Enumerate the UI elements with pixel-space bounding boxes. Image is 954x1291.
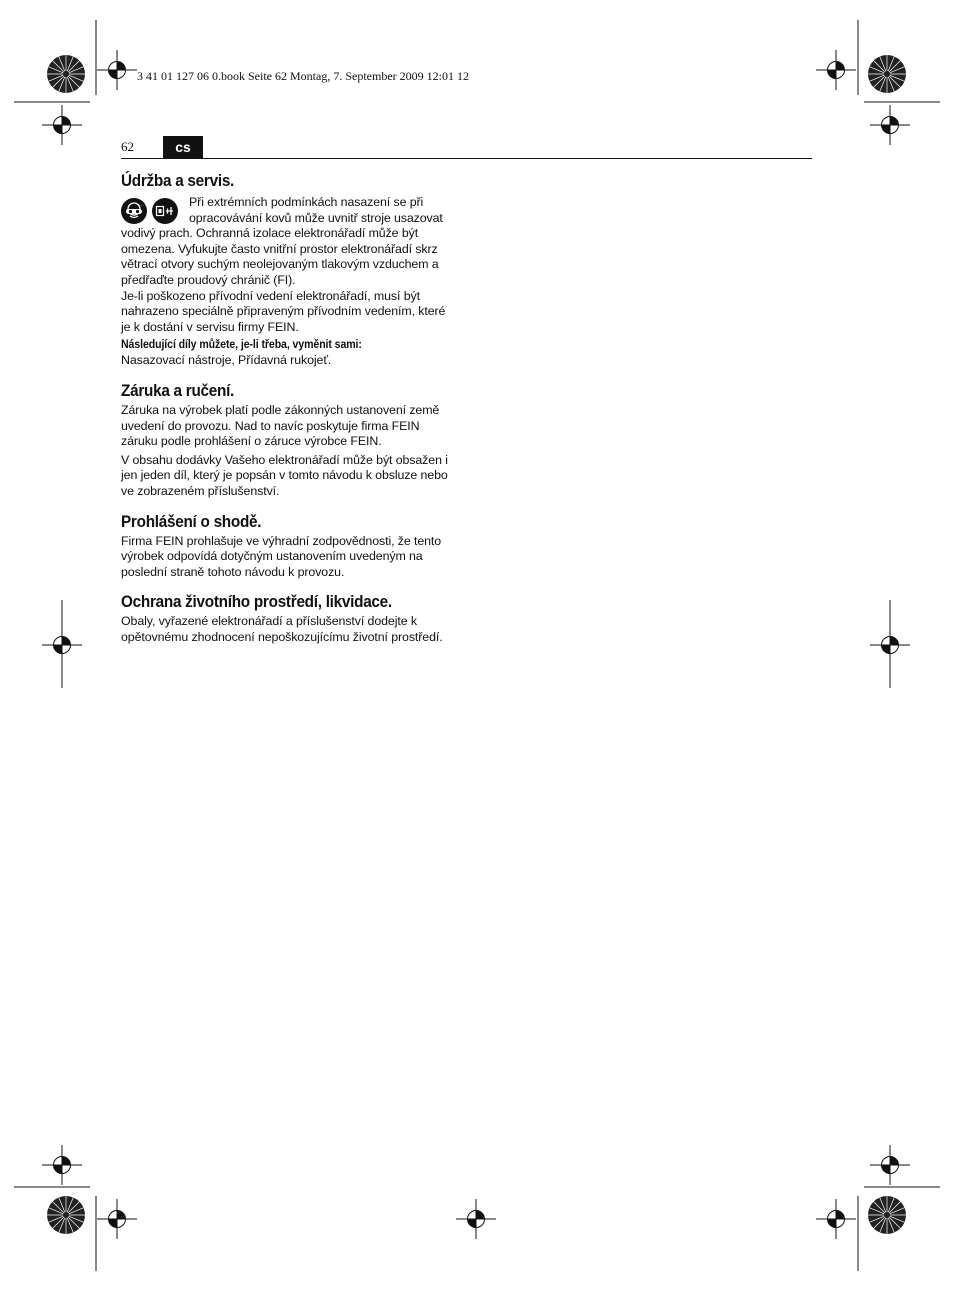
maintenance-paragraph-2: Je-li poškozeno přívodní vedení elektronářadí, musí být nahrazeno speciálně připraveným přívodním vedením, které je k dostání v servisu firmy FEIN.	[121, 288, 446, 334]
maintenance-subheading: Následující díly můžete, je-li třeba, vyměnit sami:	[121, 337, 362, 352]
environment-paragraph-1: Obaly, vyřazené elektronářadí a příslušenství dodejte k opětovnému zhodnocení nepoškozujícímu životní prostředí.	[121, 614, 443, 644]
section-title-warranty: Záruka a ručení.	[121, 380, 235, 400]
warranty-paragraph-1: Záruka na výrobek platí podle zákonných ustanovení země uvedení do provozu. Nad to navíc poskytuje firma FEIN záruku podle prohlášení o záruce výrobce FEIN.	[121, 402, 440, 449]
maintenance-paragraph-3: Nasazovací nástroje, Přídavná rukojeť.	[121, 353, 332, 368]
maintenance-paragraph-1: Při extrémních podmínkách nasazení se při opracovávání kovů může uvnitř stroje usazovat vodivý prach. Ochranná izolace elektronářadí může být omezena. Vyfukujte často vnitřní prostor elektronářadí skrz větrací otvory suchým neolejovaným tlakovým vzduchem a předřaďte proudový chránič (FI).	[121, 195, 443, 287]
warranty-paragraph-2: V obsahu dodávky Vašeho elektronářadí může být obsažen i jen jeden díl, který je popsán v tomto návodu k obsluze nebo ve zobrazeném příslušenství.	[121, 452, 448, 498]
page-number: 62	[121, 139, 134, 154]
section-title-conformity: Prohlášení o shodě.	[121, 511, 262, 531]
section-title-maintenance: Údržba a servis.	[121, 171, 235, 190]
section-title-environment: Ochrana životního prostředí, likvidace.	[121, 592, 392, 612]
conformity-paragraph-1: Firma FEIN prohlašuje ve výhradní zodpovědnosti, že tento výrobek odpovídá dotyčným ustanovením uvedeným na poslední straně tohoto návodu k provozu.	[121, 533, 442, 579]
print-slug: 3 41 01 127 06 0.book Seite 62 Montag, 7. September 2009 12:01 12	[137, 69, 469, 83]
language-tag: cs	[163, 136, 203, 158]
